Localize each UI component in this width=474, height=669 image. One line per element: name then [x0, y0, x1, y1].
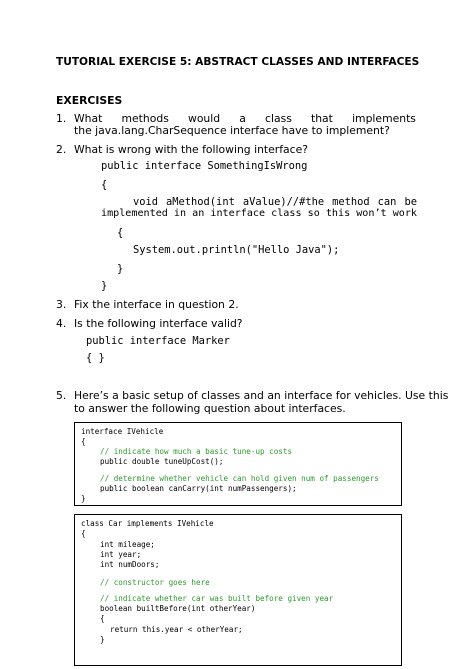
- q3-text: Fix the interface in question 2.: [74, 298, 239, 311]
- code-line: {: [81, 437, 86, 446]
- q2-text: What is wrong with the following interface?: [74, 143, 308, 156]
- code-box-car: [74, 514, 402, 666]
- q4-text: Is the following interface valid?: [74, 317, 243, 330]
- code-line: return this.year < otherYear;: [110, 625, 243, 634]
- code-line: interface IVehicle: [81, 427, 164, 436]
- code-line: int numDoors;: [100, 560, 160, 569]
- code-line: public double tuneUpCost();: [100, 457, 224, 466]
- q1-line2: the java.lang.CharSequence interface have to implement?: [74, 124, 390, 137]
- q2-code-line: {: [117, 227, 124, 239]
- q4-code-line: public interface Marker: [86, 335, 230, 347]
- q1-word: methods: [121, 112, 169, 125]
- q1-number: 1.: [56, 112, 67, 125]
- code-comment: // indicate whether car was built before given year: [100, 594, 334, 603]
- q5-line1: Here’s a basic setup of classes and an interface for vehicles. Use this: [74, 389, 449, 402]
- q2-code-line: public interface SomethingIsWrong: [101, 160, 308, 172]
- code-line: }: [100, 635, 105, 644]
- q2-code-word: aValue)//#the: [242, 196, 325, 208]
- code-comment: // determine whether vehicle can hold given num of passengers: [100, 474, 379, 483]
- q2-code-line: {: [101, 179, 108, 191]
- code-line: class Car implements IVehicle: [81, 519, 214, 528]
- q5-number: 5.: [56, 389, 67, 402]
- q2-code-word: can: [377, 196, 397, 208]
- q2-code-word: void: [133, 196, 159, 208]
- q1-word: would: [187, 112, 221, 125]
- q1-word: a: [239, 112, 246, 125]
- code-line: {: [81, 529, 86, 538]
- q4-number: 4.: [56, 317, 67, 330]
- q2-code-line: implemented in an interface class so this won’t work: [101, 208, 418, 219]
- page-title: TUTORIAL EXERCISE 5: ABSTRACT CLASSES AND INTERFACES: [56, 56, 420, 68]
- q3-number: 3.: [56, 298, 67, 311]
- q2-code-line: }: [101, 280, 108, 292]
- q2-number: 2.: [56, 143, 67, 156]
- code-line: public boolean canCarry(int numPassengers);: [100, 484, 297, 493]
- section-heading: EXERCISES: [56, 94, 123, 107]
- q2-code-word: aMethod(int: [166, 196, 235, 208]
- q2-code-line: }: [117, 263, 124, 275]
- code-line: }: [81, 494, 86, 503]
- code-comment: // indicate how much a basic tune-up costs: [100, 447, 293, 456]
- q2-code-line3: [133, 196, 417, 208]
- code-line: {: [100, 614, 105, 623]
- q2-code-word: method: [332, 196, 370, 208]
- q1-word: class: [265, 112, 292, 125]
- q1-word: implements: [352, 112, 416, 125]
- code-comment: // constructor goes here: [100, 578, 210, 587]
- q2-code-line: System.out.println("Hello Java");: [133, 244, 340, 256]
- code-line: int year;: [100, 550, 142, 559]
- code-box-ivehicle: [74, 422, 402, 506]
- code-line: boolean builtBefore(int otherYear): [100, 604, 256, 613]
- code-line: int mileage;: [100, 540, 155, 549]
- q2-code-word: be: [404, 196, 417, 208]
- q1-word: that: [310, 112, 333, 125]
- q1-word: What: [74, 112, 103, 125]
- q5-line2: to answer the following question about interfaces.: [74, 402, 346, 415]
- q4-code-line: { }: [86, 352, 105, 364]
